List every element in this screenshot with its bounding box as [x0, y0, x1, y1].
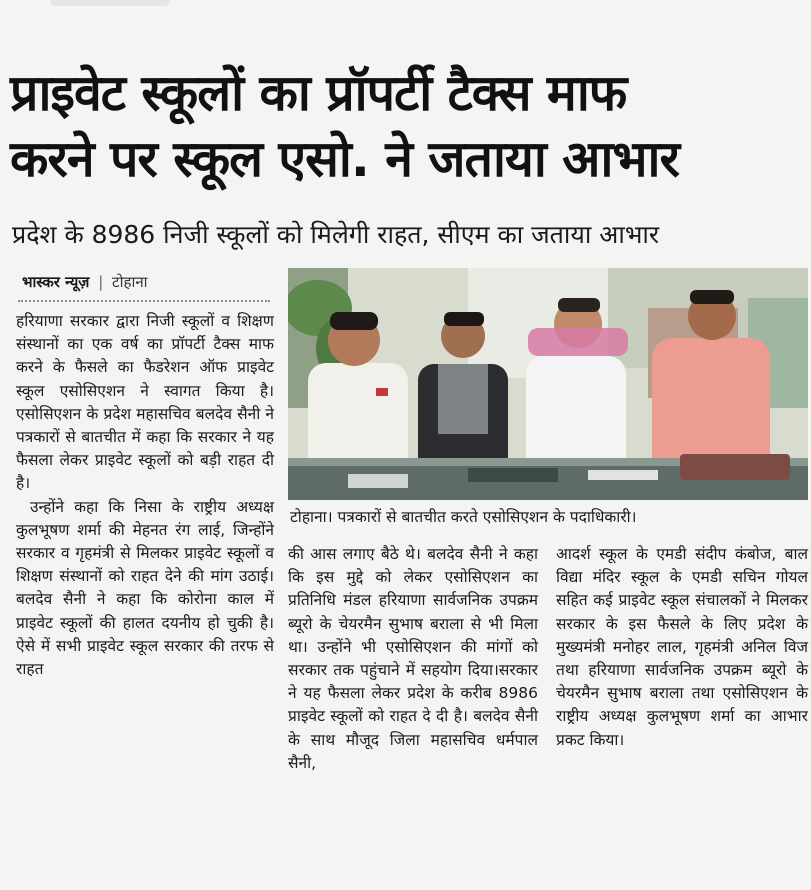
byline-divider: [18, 300, 270, 302]
photo-caption: टोहाना। पत्रकारों से बातचीत करते एसोसिएशन के पदाधिकारी।: [290, 508, 637, 526]
headline: [10, 60, 800, 192]
article-column-2: [288, 543, 538, 775]
byline-agency: भास्कर न्यूज़: [22, 273, 90, 291]
article-column-3: [556, 543, 808, 752]
browser-tab-remnant: [50, 0, 170, 6]
news-photo: [288, 268, 808, 500]
headline-line-2: करने पर स्कूल एसो. ने जताया आभार: [10, 130, 679, 188]
article-paragraph: उन्होंने कहा कि निसा के राष्ट्रीय अध्यक्ष कुलभूषण शर्मा की मेहनत रंग लाई, जिन्होंने सरकार व गृहमंत्री से मिलकर प्राइवेट स्कूलों व शिक्षण संस्थानों को राहत देने की मांग उठाई। बलदेव सैनी ने कहा कि कोरोना काल में प्राइवेट स्कूलों की हालत दयनीय हो चुकी है। ऐसे में सभी प्राइवेट स्कूल सरकार की तरफ से राहत: [16, 497, 274, 679]
article-paragraph: की आस लगाए बैठे थे। बलदेव सैनी ने कहा कि इस मुद्दे को लेकर एसोसिएशन का प्रतिनिधि मंडल हरियाणा सार्वजनिक उपक्रम ब्यूरो के चेयरमैन सुभाष बराला से भी मिला था। उन्होंने भी एसोसिएशन की मांगों को सरकार तक पहुंचाने में सहयोग दिया।सरकार ने यह फैसला लेकर प्रदेश के करीब 8986 प्राइवेट स्कूलों को राहत दे दी है। बलदेव सैनी के साथ मौजूद जिला महासचिव धर्मपाल सैनी,: [288, 545, 538, 772]
byline-place: टोहाना: [112, 273, 148, 291]
byline: [22, 272, 272, 292]
article-column-1: [16, 310, 274, 681]
subheadline: प्रदेश के 8986 निजी स्कूलों को मिलेगी राहत, सीएम का जताया आभार: [12, 220, 660, 249]
article-paragraph: हरियाणा सरकार द्वारा निजी स्कूलों व शिक्षण संस्थानों का एक वर्ष का प्रॉपर्टी टैक्स माफ करने के फैसले का फैडरेशन ऑफ प्राइवेट स्कूल एसोसिएशन ने स्वागत किया है। एसोसिएशन के प्रदेश महासचिव बलदेव सैनी ने पत्रकारों से बातचीत में कहा कि सरकार ने यह फैसला लेकर प्राइवेट स्कूलों को बड़ी राहत दी है।: [16, 312, 274, 493]
headline-line-1: प्राइवेट स्कूलों का प्रॉपर्टी टैक्स माफ: [10, 64, 627, 122]
article-paragraph: आदर्श स्कूल के एमडी संदीप कंबोज, बाल विद्या मंदिर स्कूल के एमडी सचिन गोयल सहित कई प्राइवेट स्कूल संचालकों ने मिलकर सरकार के इस फैसले के लिए प्रदेश के मुख्यमंत्री मनोहर लाल, गृहमंत्री अनिल विज तथा हरियाणा सार्वजनिक उपक्रम ब्यूरो के चेयरमैन सुभाष बराला तथा एसोसिएशन के राष्ट्रीय अध्यक्ष कुलभूषण शर्मा का आभार प्रकट किया।: [556, 545, 808, 749]
photo-illustration: [288, 268, 808, 500]
byline-separator: |: [98, 273, 104, 291]
